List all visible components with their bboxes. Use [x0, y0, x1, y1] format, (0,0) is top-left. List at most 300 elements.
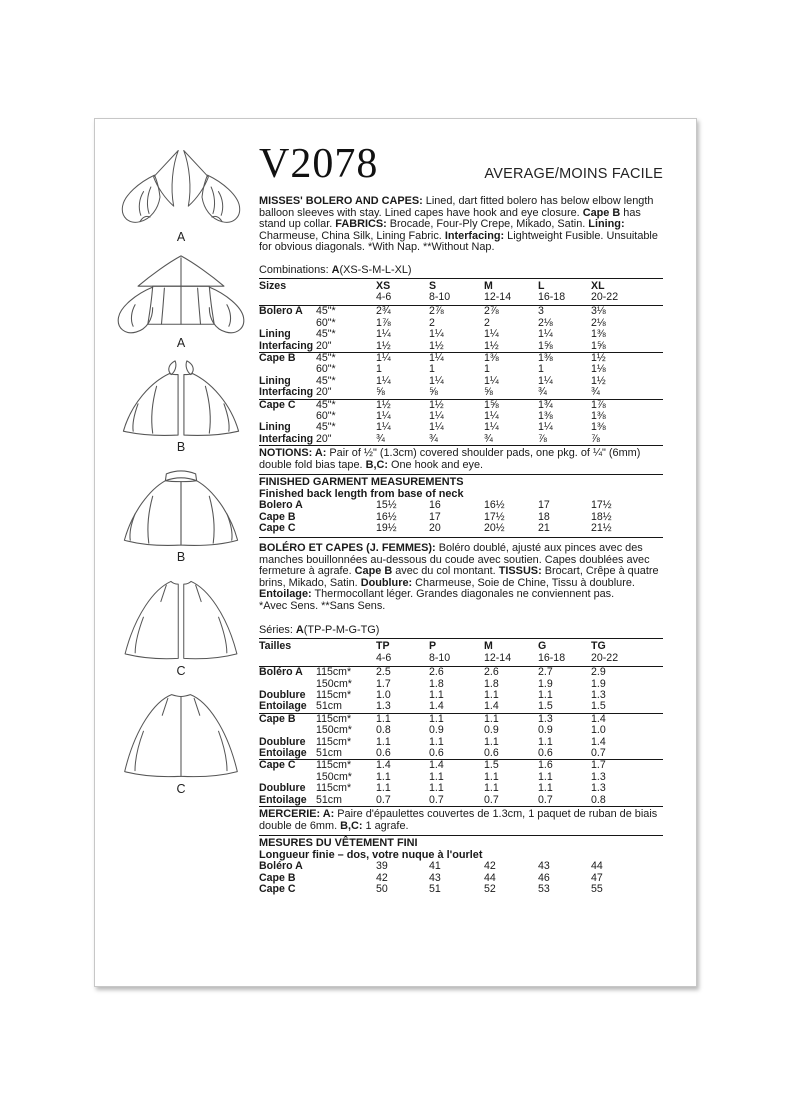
row-label: Entoilage	[259, 747, 307, 760]
envelope-text-column	[259, 119, 663, 898]
yardage-value: 1¼	[376, 421, 391, 434]
fabric-width: 45"*	[316, 351, 336, 364]
yardage-value: 1¼	[484, 374, 499, 387]
finished-measurements-en	[259, 475, 663, 538]
yardage-value: ¾	[376, 432, 385, 445]
row-label: Bolero A	[259, 305, 303, 318]
bolero-a-back-illustration	[106, 251, 256, 335]
row-label: Doublure	[259, 735, 306, 748]
measurement-value: 51	[429, 882, 441, 895]
row-label: Lining	[259, 374, 291, 387]
yardage-value: 1½	[429, 398, 444, 411]
yardage-value: 1.7	[376, 677, 391, 690]
garment-figure-bolero-a-back	[101, 251, 261, 350]
notions-segment: Pair of ½" (1.3cm) covered shoulder pads, one pkg. of ¼" (6mm) double fold bias tape.	[259, 447, 641, 471]
measurement-row	[259, 523, 663, 534]
figure-label: A	[176, 230, 186, 244]
measurement-value: 17	[538, 499, 550, 512]
cape-c-front-illustration	[106, 575, 256, 663]
yardage-value: 1⅜	[484, 351, 499, 364]
yardage-value: 1¼	[484, 409, 499, 422]
yardage-value: 1.1	[376, 782, 391, 795]
measurement-value: 43	[538, 860, 550, 873]
yardage-value: 1⅜	[591, 328, 606, 341]
row-label: Cape B	[259, 871, 296, 884]
size-range-cell: 4-6	[376, 651, 392, 664]
yardage-value: 1¼	[376, 374, 391, 387]
yardage-value: 0.6	[376, 747, 391, 760]
size-range-cell: 16-18	[538, 651, 566, 664]
row-label: Cape C	[259, 522, 296, 534]
measurement-value: 18½	[591, 510, 612, 523]
series-line	[259, 624, 663, 638]
fabric-width: 45"*	[316, 305, 336, 318]
yardage-value: 1.3	[591, 770, 606, 783]
yardage-value: 1½	[376, 339, 391, 352]
yardage-value: 2⅞	[429, 305, 444, 318]
combinations-segment: A	[331, 263, 340, 276]
yardage-value: 2.7	[538, 666, 553, 679]
yardage-value: ¾	[591, 386, 600, 399]
fabric-width: 45"*	[316, 328, 336, 341]
measurement-value: 21½	[591, 522, 612, 534]
measurement-value: 43	[429, 871, 441, 884]
measurement-value: 39	[376, 860, 388, 873]
yardage-value: 1¼	[376, 351, 391, 364]
yardage-value: 0.7	[591, 747, 606, 760]
yardage-value: 1.3	[376, 700, 391, 713]
notions-text	[259, 446, 663, 475]
yardage-value: 1⅝	[484, 398, 499, 411]
row-label: Cape B	[259, 351, 296, 364]
yardage-value: 1½	[591, 374, 606, 387]
yardage-value: 1.4	[429, 759, 444, 772]
size-range-cell: 4-6	[376, 290, 392, 303]
fabric-width: 20"	[316, 432, 332, 445]
description-segment: Boléro doublé, ajusté aux pinces avec des manches bouillonnées au-dessous du coude avec soutien. Capes doublées avec fermeture à agrafe.	[259, 542, 650, 578]
yardage-row	[259, 667, 663, 678]
fabric-width: 150cm*	[316, 677, 352, 690]
yardage-value: ¾	[429, 432, 438, 445]
description-segment: Interfacing:	[444, 229, 505, 242]
measurement-value: 55	[591, 882, 603, 895]
pattern-envelope-back	[94, 118, 697, 987]
yardage-value: 1.1	[376, 712, 391, 725]
yardage-table-fr-body	[259, 667, 663, 806]
yardage-value: 1.1	[376, 735, 391, 748]
measurement-value: 42	[376, 871, 388, 884]
row-label: Interfacing	[259, 386, 314, 399]
yardage-value: 1.1	[376, 770, 391, 783]
yardage-table-en-body	[259, 306, 663, 445]
yardage-value: 1.9	[538, 677, 553, 690]
yardage-row	[259, 759, 663, 771]
series-segment: (TP-P-M-G-TG)	[303, 624, 380, 637]
yardage-value: ⅝	[376, 386, 385, 399]
yardage-value: 0.9	[538, 724, 553, 737]
size-range-row-fr	[259, 653, 663, 667]
row-label: Cape C	[259, 882, 296, 895]
yardage-value: 0.7	[429, 793, 444, 806]
yardage-value: 1⅞	[591, 398, 606, 411]
yardage-value: 1	[429, 363, 435, 376]
measurement-value: 42	[484, 860, 496, 873]
yardage-value: 2.9	[591, 666, 606, 679]
yardage-value: 2	[429, 316, 435, 329]
yardage-value: 2.6	[429, 666, 444, 679]
description-en	[259, 196, 663, 254]
yardage-value: 1.1	[484, 735, 499, 748]
combinations-segment: (XS-S-M-L-XL)	[339, 263, 412, 276]
yardage-row	[259, 329, 663, 340]
yardage-row	[259, 701, 663, 712]
yardage-value: 1¼	[429, 351, 444, 364]
description-segment: avec du col montant.	[392, 565, 499, 578]
yardage-value: 1	[484, 363, 490, 376]
fabric-width: 115cm*	[316, 712, 352, 725]
size-column-header: P	[429, 640, 437, 653]
finished-measurements-subtitle: Finished back length from base of neck	[259, 487, 464, 500]
yardage-row	[259, 725, 663, 736]
yardage-value: ⅝	[429, 386, 438, 399]
yardage-value: 1¼	[376, 409, 391, 422]
description-segment: Thermocollant léger. Grandes diagonales ne conviennent pas.	[311, 588, 615, 601]
description-segment: FABRICS:	[335, 218, 387, 230]
yardage-value: 1¼	[484, 421, 499, 434]
row-label: Cape C	[259, 759, 296, 772]
yardage-value: 0.8	[591, 793, 606, 806]
yardage-value: 1¼	[429, 409, 444, 422]
size-range-cell: 12-14	[484, 651, 512, 664]
yardage-value: 1.5	[591, 700, 606, 713]
yardage-value: 1.1	[538, 689, 553, 702]
row-label: Lining	[259, 328, 291, 341]
row-label: Entoilage	[259, 700, 307, 713]
yardage-value: 3	[538, 305, 544, 318]
measurement-value: 17	[429, 510, 441, 523]
yardage-value: 0.9	[429, 724, 444, 737]
description-segment: Charmeuse, Soie de Chine, Tissu à doublure.	[412, 576, 635, 589]
figure-label: A	[176, 336, 186, 350]
yardage-row	[259, 748, 663, 759]
yardage-value: 1¾	[538, 398, 553, 411]
fabric-width: 45"*	[316, 374, 336, 387]
figure-label: C	[176, 664, 186, 678]
yardage-value: 2⅞	[484, 305, 499, 318]
row-label	[259, 725, 316, 736]
size-column-header: TG	[591, 640, 606, 653]
garment-figure-cape-b-back	[101, 467, 261, 564]
cape-b-front-illustration	[106, 357, 256, 439]
description-segment: Cape B	[354, 565, 393, 578]
yardage-value: 2.5	[376, 666, 391, 679]
yardage-value: 1.1	[538, 782, 553, 795]
row-label: Bolero A	[259, 499, 303, 512]
size-range-cell: 12-14	[484, 290, 512, 303]
yardage-value: 1.0	[591, 724, 606, 737]
size-range-cell: 20-22	[591, 651, 619, 664]
mesures-subtitle: Longueur finie – dos, votre nuque à l'ourlet	[259, 848, 483, 861]
garment-figure-cape-c-back	[101, 689, 261, 796]
measurement-value: 18	[538, 510, 550, 523]
yardage-value: 1.8	[429, 677, 444, 690]
yardage-value: 1⅞	[376, 316, 391, 329]
yardage-value: 1.4	[376, 759, 391, 772]
yardage-row	[259, 795, 663, 806]
yardage-value: 0.8	[376, 724, 391, 737]
measurement-value: 17½	[591, 499, 612, 512]
yardage-value: 1⅜	[591, 409, 606, 422]
yardage-value: 1.1	[484, 770, 499, 783]
bolero-a-front-illustration	[106, 145, 256, 229]
fabric-width: 20"	[316, 386, 332, 399]
yardage-value: 3⅛	[591, 305, 606, 318]
yardage-value: 1.1	[429, 689, 444, 702]
description-segment: Brocade, Four-Ply Crepe, Mikado, Satin.	[386, 218, 589, 230]
yardage-value: 1.4	[591, 735, 606, 748]
notions-segment: NOTIONS: A:	[259, 447, 330, 460]
combinations-segment: Combinations:	[259, 263, 332, 276]
yardage-value: 1.1	[538, 770, 553, 783]
size-header-row	[259, 279, 663, 292]
fabric-width: 45"*	[316, 421, 336, 434]
yardage-value: 1.1	[538, 735, 553, 748]
size-column-header: S	[429, 279, 437, 292]
yardage-value: 1⅝	[538, 339, 553, 352]
tailles-header-label: Tailles	[259, 640, 292, 653]
yardage-row	[259, 387, 663, 398]
yardage-value: 0.6	[538, 747, 553, 760]
yardage-value: 0.9	[484, 724, 499, 737]
figure-label: B	[176, 440, 186, 454]
yardage-value: 1.1	[429, 735, 444, 748]
finished-measurements-title: FINISHED GARMENT MEASUREMENTS	[259, 476, 464, 489]
fabric-width: 60"*	[316, 363, 336, 376]
garment-figures-column	[101, 119, 261, 986]
yardage-value: 1¼	[429, 421, 444, 434]
yardage-value: 1⅜	[538, 351, 553, 364]
measurement-value: 21	[538, 522, 550, 534]
fabric-width: 60"*	[316, 409, 336, 422]
size-column-header: L	[538, 279, 545, 292]
yardage-value: 2⅛	[591, 316, 606, 329]
yardage-value: 1½	[591, 351, 606, 364]
yardage-value: ¾	[484, 432, 493, 445]
yardage-value: 1.8	[484, 677, 499, 690]
measurement-row	[259, 500, 663, 511]
yardage-value: ⅞	[538, 432, 547, 445]
mesures-title: MESURES DU VÊTEMENT FINI	[259, 837, 418, 850]
mercerie-segment: MERCERIE: A:	[259, 808, 338, 821]
yardage-value: 1¼	[429, 328, 444, 341]
figure-label: B	[176, 550, 186, 564]
fabric-width: 51cm	[316, 793, 342, 806]
description-segment: Lightweight Fusible. Unsuitable for obvious diagonals. *With Nap. **Without Nap.	[259, 229, 658, 253]
pattern-number: V2078	[259, 141, 379, 187]
row-label: Doublure	[259, 782, 306, 795]
yardage-value: 1½	[484, 339, 499, 352]
fabric-width: 115cm*	[316, 735, 352, 748]
notions-segment: B,C:	[365, 458, 388, 471]
yardage-value: 1.1	[484, 689, 499, 702]
yardage-value: 1.6	[538, 759, 553, 772]
measurement-value: 53	[538, 882, 550, 895]
size-range-row	[259, 292, 663, 306]
yardage-value: 1¼	[538, 374, 553, 387]
yardage-value: 1.9	[591, 677, 606, 690]
garment-figure-cape-b-front	[101, 357, 261, 454]
yardage-value: 1.3	[538, 712, 553, 725]
yardage-value: 2.6	[484, 666, 499, 679]
description-segment: Cape B	[582, 206, 621, 219]
row-label: Interfacing	[259, 339, 314, 352]
yardage-value: 1.3	[591, 689, 606, 702]
row-label: Lining	[259, 421, 291, 434]
cape-b-back-illustration	[106, 467, 256, 549]
yardage-value: 1.1	[484, 782, 499, 795]
row-label: Boléro A	[259, 666, 303, 679]
measurement-value: 20	[429, 522, 441, 534]
yardage-value: 2	[484, 316, 490, 329]
yardage-value: 1⅜	[538, 409, 553, 422]
yardage-value: 1¼	[538, 328, 553, 341]
garment-figure-bolero-a-front	[101, 145, 261, 244]
notions-segment: One hook and eye.	[387, 458, 484, 471]
measurement-value: 16½	[484, 499, 505, 512]
size-range-cell: 16-18	[538, 290, 566, 303]
measurement-value: 44	[484, 871, 496, 884]
combinations-line	[259, 264, 663, 278]
yardage-value: 1.1	[429, 770, 444, 783]
description-segment: MISSES' BOLERO AND CAPES:	[259, 195, 423, 207]
finished-measurements-fr	[259, 836, 663, 898]
measurement-value: 44	[591, 860, 603, 873]
measurement-row	[259, 861, 663, 872]
fabric-width: 60"*	[316, 316, 336, 329]
size-range-cell: 8-10	[429, 290, 451, 303]
yardage-value: 1	[538, 363, 544, 376]
description-segment: Brocart, Crêpe à quatre brins, Mikado, Satin.	[259, 565, 659, 589]
yardage-row	[259, 306, 663, 317]
yardage-value: ⅝	[484, 386, 493, 399]
description-segment: TISSUS:	[498, 565, 542, 578]
yardage-value: 1¼	[484, 328, 499, 341]
yardage-value: 1½	[429, 339, 444, 352]
yardage-value: 1½	[376, 398, 391, 411]
fabric-width: 51cm	[316, 700, 342, 713]
row-label: Cape C	[259, 398, 296, 411]
row-label: Interfacing	[259, 432, 314, 445]
fabric-width: 115cm*	[316, 782, 352, 795]
yardage-value: 1.0	[376, 689, 391, 702]
measurement-value: 52	[484, 882, 496, 895]
yardage-row	[259, 341, 663, 352]
series-segment: Séries:	[259, 624, 296, 637]
measurement-value: 17½	[484, 510, 505, 523]
yardage-table-fr	[259, 638, 663, 807]
yardage-value: 2⅛	[538, 316, 553, 329]
fabric-width: 150cm*	[316, 724, 352, 737]
yardage-value: 1.5	[484, 759, 499, 772]
yardage-value: 1⅛	[591, 363, 606, 376]
description-segment: Lined, dart fitted bolero has below elbow length balloon sleeves with stay. Lined capes have hook and eye closure.	[259, 195, 654, 219]
yardage-value: 1¼	[538, 421, 553, 434]
fabric-width: 20"	[316, 339, 332, 352]
garment-figure-cape-c-front	[101, 575, 261, 678]
yardage-row	[259, 434, 663, 445]
size-range-cell: 20-22	[591, 290, 619, 303]
figure-label: C	[176, 782, 186, 796]
yardage-value: 1	[376, 363, 382, 376]
description-segment: Doublure:	[360, 576, 413, 589]
yardage-value: 1.4	[591, 712, 606, 725]
yardage-value: 1.1	[429, 712, 444, 725]
row-label: Entoilage	[259, 793, 307, 806]
fabric-width: 150cm*	[316, 770, 352, 783]
fabric-width: 115cm*	[316, 759, 352, 772]
series-segment: A	[295, 624, 304, 637]
yardage-value: 1.1	[429, 782, 444, 795]
description-segment: Entoilage:	[259, 588, 312, 601]
measurement-row	[259, 884, 663, 895]
yardage-value: 0.6	[484, 747, 499, 760]
row-label: Cape B	[259, 510, 296, 523]
yardage-value: 2¾	[376, 305, 391, 318]
description-fr	[259, 543, 663, 612]
yardage-value: 1.4	[429, 700, 444, 713]
description-segment: has stand up collar.	[259, 206, 641, 230]
yardage-value: ⅞	[591, 432, 600, 445]
row-label: Boléro A	[259, 860, 303, 873]
yardage-value: 1¼	[429, 374, 444, 387]
sizes-header-label: Sizes	[259, 279, 287, 292]
measurement-value: 19½	[376, 522, 397, 534]
size-column-header: TP	[376, 640, 390, 653]
measurement-value: 47	[591, 871, 603, 884]
yardage-value: 0.7	[538, 793, 553, 806]
measurement-value: 50	[376, 882, 388, 895]
yardage-value: 1⅜	[591, 421, 606, 434]
yardage-value: 0.7	[376, 793, 391, 806]
fabric-width: 115cm*	[316, 666, 352, 679]
yardage-value: 1.1	[484, 712, 499, 725]
mercerie-text	[259, 807, 663, 836]
difficulty-label: AVERAGE/MOINS FACILE	[484, 166, 663, 182]
yardage-value: 1.3	[591, 782, 606, 795]
fabric-width: 51cm	[316, 747, 342, 760]
yardage-value: 0.6	[429, 747, 444, 760]
size-column-header: M	[484, 640, 493, 653]
yardage-value: 0.7	[484, 793, 499, 806]
yardage-value: 1.5	[538, 700, 553, 713]
fabric-width: 115cm*	[316, 689, 352, 702]
description-segment: BOLÉRO ET CAPES (J. FEMMES):	[259, 542, 436, 555]
size-header-row-fr	[259, 639, 663, 652]
size-range-cell: 8-10	[429, 651, 451, 664]
fabric-width: 45"*	[316, 398, 336, 411]
row-label: Doublure	[259, 689, 306, 702]
size-column-header: XS	[376, 279, 391, 292]
measurement-value: 41	[429, 860, 441, 873]
measurement-value: 16½	[376, 510, 397, 523]
description-segment: *Avec Sens. **Sans Sens.	[259, 599, 386, 612]
yardage-value: 1¼	[376, 328, 391, 341]
description-segment: Charmeuse, China Silk, Lining Fabric.	[259, 229, 445, 242]
mercerie-segment: Paire d'épaulettes couvertes de 1.3cm, 1 paquet de ruban de biais double de 6mm.	[259, 808, 658, 832]
measurement-value: 15½	[376, 499, 397, 512]
row-label: Cape B	[259, 712, 296, 725]
mercerie-segment: 1 agrafe.	[362, 819, 409, 832]
